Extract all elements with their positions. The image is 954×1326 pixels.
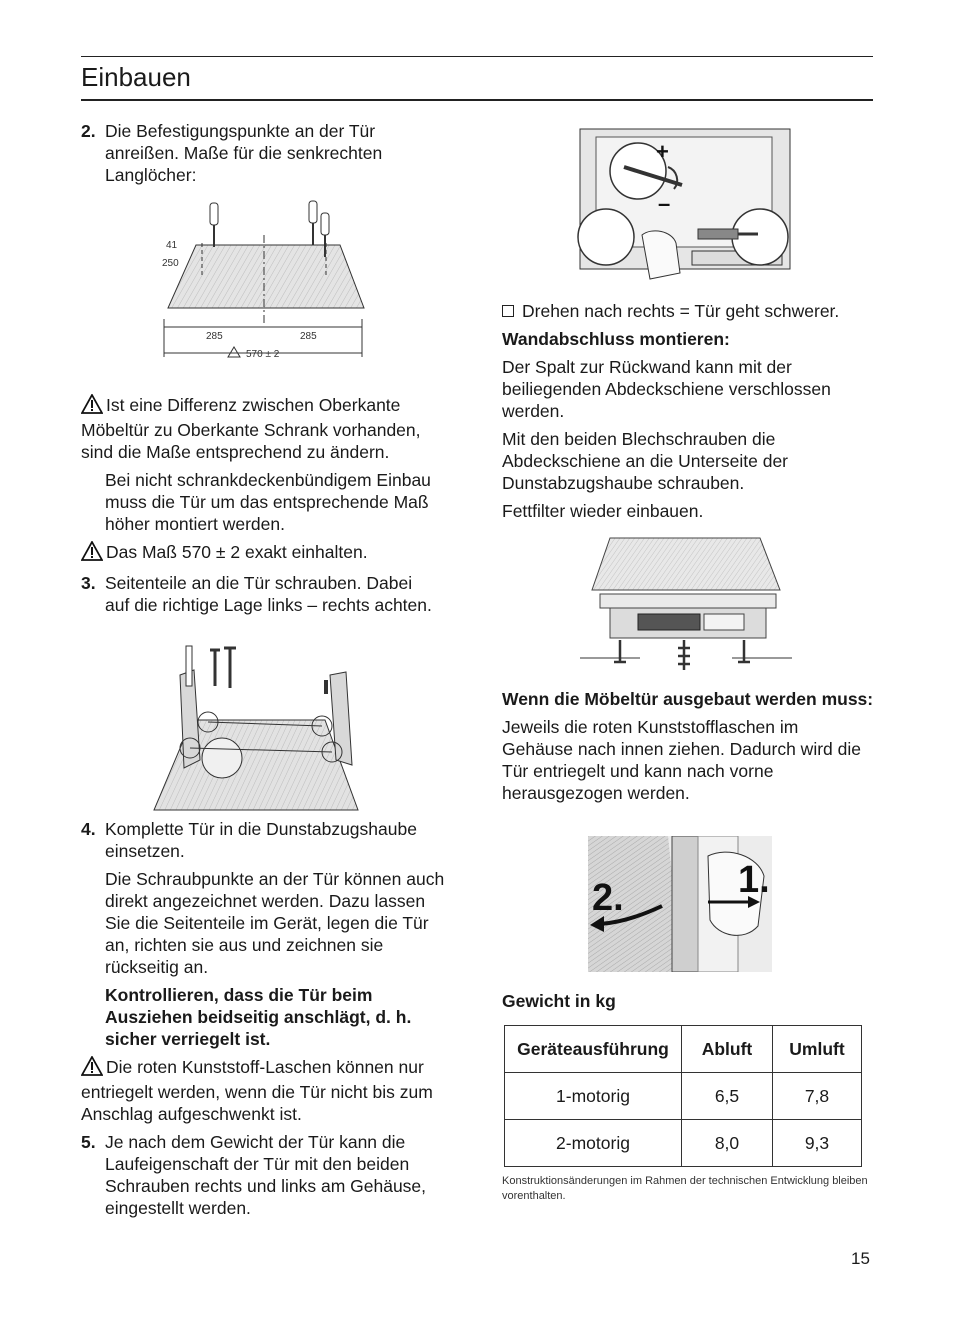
table-row bbox=[505, 1073, 862, 1120]
right-col-mid bbox=[502, 688, 874, 810]
heading-moebeltuer: Wenn die Möbeltür ausgebaut werden muss: bbox=[502, 689, 874, 709]
warning-icon bbox=[81, 541, 103, 566]
step-number: 4. bbox=[81, 819, 96, 839]
label-step-one: 1. bbox=[738, 859, 770, 901]
top-rule bbox=[81, 56, 873, 57]
table-header-row bbox=[505, 1026, 862, 1073]
side-parts-figure bbox=[150, 640, 360, 812]
svg-text:+: + bbox=[656, 139, 669, 164]
paragraph-jeweils: Jeweils die roten Kunststofflaschen im Gehäuse nach innen ziehen. Dadurch wird die Tür entriegelt und kann nach vorne herausgezogen werden. bbox=[502, 717, 861, 803]
footnote: Konstruktionsänderungen im Rahmen der technischen Entwicklung bleiben vorenthalten. bbox=[502, 1175, 868, 1202]
door-dimension-figure bbox=[150, 195, 380, 365]
warning-text-2: Das Maß 570 ± 2 exakt einhalten. bbox=[106, 542, 368, 562]
table-header-cell: Geräteausführung bbox=[505, 1026, 682, 1073]
left-col-bottom bbox=[81, 818, 453, 1225]
step-number: 2. bbox=[81, 121, 96, 141]
hood-figure bbox=[580, 532, 792, 682]
heading-wandabschluss: Wandabschluss montieren: bbox=[502, 329, 730, 349]
table-cell: 9,3 bbox=[773, 1120, 862, 1167]
step-number: 3. bbox=[81, 573, 96, 593]
dim-285-left: 285 bbox=[206, 331, 223, 342]
svg-text:–: – bbox=[658, 191, 671, 216]
paragraph-spalt: Der Spalt zur Rückwand kann mit der beiliegenden Abdeckschiene verschlossen werden. bbox=[502, 357, 831, 421]
paragraph-schraub: Die Schraubpunkte an der Tür können auch direkt angezeichnet werden. Dazu lassen Sie die Seitenteile im Gerät, legen die Tür an, richten sie aus und zeichnen sie rückseitig an. bbox=[105, 869, 445, 977]
step-text: Die Befestigungspunkte an der Tür anreißen. Maße für die senkrechten Langlöcher: bbox=[105, 121, 383, 185]
step-2 bbox=[81, 120, 411, 192]
paragraph-blech: Mit den beiden Blechschrauben die Abdeckschiene an die Unterseite der Dunstabzugshaube schrauben. bbox=[502, 429, 789, 493]
warning-text-3: Die roten Kunststoff-Laschen können nur entriegelt werden, wenn die Tür nicht bis zum Anschlag aufgeschwenkt ist. bbox=[81, 1057, 433, 1124]
paragraph-fett: Fettfilter wieder einbauen. bbox=[502, 501, 704, 521]
page-number: 15 bbox=[851, 1249, 870, 1268]
warning-icon bbox=[81, 1056, 103, 1081]
dim-570: 570 ± 2 bbox=[246, 349, 280, 360]
screw-icon bbox=[186, 646, 326, 694]
table-cell: 7,8 bbox=[773, 1073, 862, 1120]
title-rule bbox=[81, 99, 873, 101]
table-header-cell: Abluft bbox=[682, 1026, 773, 1073]
dim-285-right: 285 bbox=[300, 331, 317, 342]
unlock-figure bbox=[588, 836, 772, 972]
bullet-text: Drehen nach rechts = Tür geht schwerer. bbox=[522, 301, 840, 321]
dim-41: 41 bbox=[166, 240, 178, 251]
screw-icon bbox=[614, 640, 750, 670]
paragraph-kontroll: Kontrollieren, dass die Tür beim Ausziehen beidseitig anschlägt, d. h. sicher verriegelt ist. bbox=[105, 985, 412, 1049]
heading-gewicht: Gewicht in kg bbox=[502, 991, 616, 1011]
page-title: Einbauen bbox=[81, 62, 191, 92]
table-cell: 8,0 bbox=[682, 1120, 773, 1167]
paragraph-bei: Bei nicht schrankdeckenbündigem Einbau muss die Tür um das entsprechende Maß höher montiert werden. bbox=[105, 470, 431, 534]
right-col-top bbox=[502, 300, 874, 528]
step-text: Komplette Tür in die Dunstabzugshaube einsetzen. bbox=[105, 819, 417, 861]
table-header-cell: Umluft bbox=[773, 1026, 862, 1073]
table-cell: 1-motorig bbox=[505, 1073, 682, 1120]
adjustment-figure bbox=[572, 125, 798, 287]
step-text: Je nach dem Gewicht der Tür kann die Laufeigenschaft der Tür mit den beiden Schrauben rechts und links am Gehäuse, eingestellt werden. bbox=[105, 1132, 427, 1218]
label-step-two: 2. bbox=[592, 877, 624, 919]
weight-table bbox=[504, 1025, 862, 1167]
left-col-mid bbox=[81, 394, 453, 622]
warning-text-1: Ist eine Differenz zwischen Oberkante Möbeltür zu Oberkante Schrank vorhanden, sind die Maße entsprechend zu ändern. bbox=[81, 395, 421, 462]
table-cell: 2-motorig bbox=[505, 1120, 682, 1167]
warning-icon bbox=[81, 394, 103, 419]
checkbox-bullet-icon bbox=[502, 305, 514, 317]
table-row bbox=[505, 1120, 862, 1167]
step-text: Seitenteile an die Tür schrauben. Dabei auf die richtige Lage links – rechts achten. bbox=[105, 573, 432, 615]
dim-250: 250 bbox=[162, 258, 179, 269]
step-number: 5. bbox=[81, 1132, 96, 1152]
table-cell: 6,5 bbox=[682, 1073, 773, 1120]
